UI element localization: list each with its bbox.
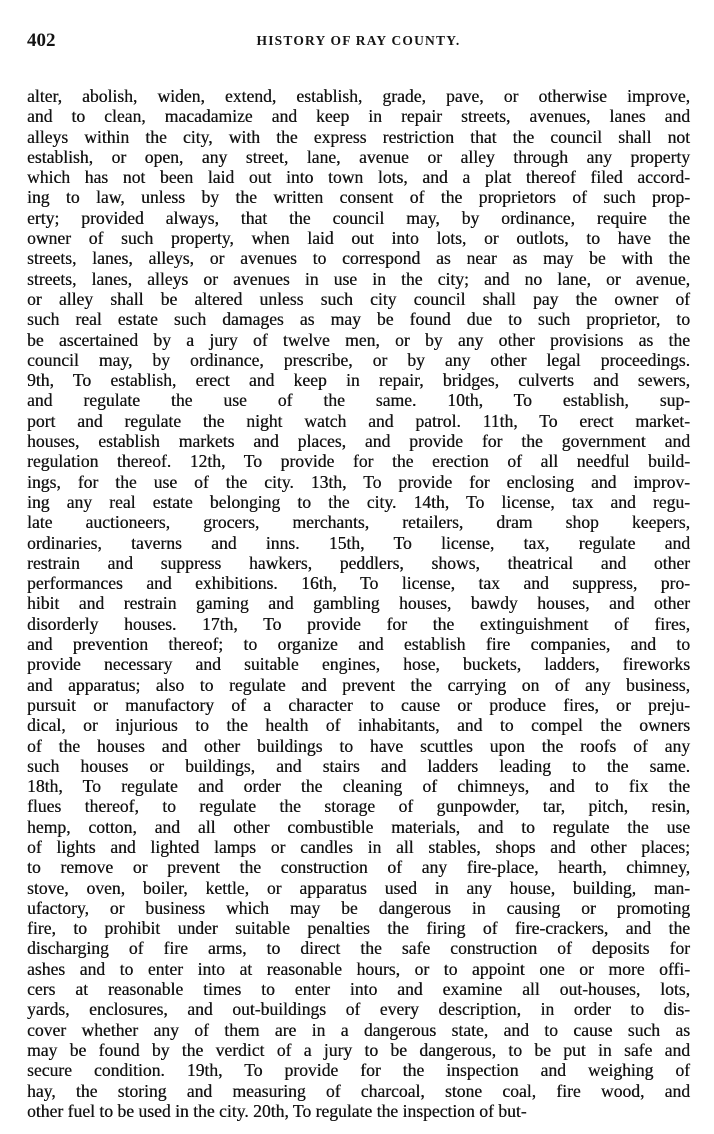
text-line: regulation thereof. 12th, To provide for the erection of all needful build- (27, 451, 690, 472)
text-line: pursuit or manufactory of a character to cause or produce fires, or preju- (27, 694, 690, 715)
text-line: 9th, To establish, erect and keep in repair, bridges, culverts and sewers, (27, 370, 690, 391)
text-line: other fuel to be used in the city. 20th, To regulate the inspection of but- (27, 1100, 527, 1121)
page-header (27, 30, 690, 54)
text-line: provide necessary and suitable engines, hose, buckets, ladders, fireworks (27, 654, 690, 675)
text-line: alleys within the city, with the express restriction that the council shall not (27, 126, 690, 147)
text-line: establish, or open, any street, lane, avenue or alley through any property (27, 146, 690, 167)
text-line: restrain and suppress hawkers, peddlers, shows, theatrical and other (27, 552, 690, 573)
text-line: ashes and to enter into at reasonable hours, or to appoint one or more offi- (27, 958, 690, 979)
text-line: ing to law, unless by the written consent of the proprietors of such prop- (27, 187, 690, 208)
text-line: of the houses and other buildings to have scuttles upon the roofs of any (27, 735, 690, 756)
body-text (27, 86, 690, 1121)
text-line: erty; provided always, that the council may, by ordinance, require the (27, 207, 690, 228)
text-line: owner of such property, when laid out into lots, or outlots, to have the (27, 228, 690, 249)
text-line: ings, for the use of the city. 13th, To provide for enclosing and improv- (27, 471, 690, 492)
text-line: yards, enclosures, and out-buildings of every description, in order to dis- (27, 999, 690, 1020)
text-line: houses, establish markets and places, and provide for the government and (27, 431, 690, 452)
text-line: such real estate such damages as may be found due to such proprietor, to (27, 309, 690, 330)
text-line: late auctioneers, grocers, merchants, retailers, dram shop keepers, (27, 512, 690, 533)
text-line: performances and exhibitions. 16th, To license, tax and suppress, pro- (27, 573, 690, 594)
text-line: ufactory, or business which may be dangerous in causing or promoting (27, 897, 690, 918)
page-number: 402 (27, 30, 56, 51)
text-line: alter, abolish, widen, extend, establish, grade, pave, or otherwise improve, (27, 86, 690, 106)
text-line: such houses or buildings, and stairs and ladders leading to the same. (27, 755, 690, 776)
text-line: to remove or prevent the construction of any fire-place, hearth, chimney, (27, 857, 690, 878)
text-line: and prevention thereof; to organize and establish fire companies, and to (27, 634, 690, 655)
text-line: and to clean, macadamize and keep in repair streets, avenues, lanes and (27, 106, 690, 127)
text-line: stove, oven, boiler, kettle, or apparatus used in any house, building, man- (27, 877, 690, 898)
text-line: streets, lanes, alleys or avenues in use in the city; and no lane, or avenue, (27, 268, 690, 289)
text-line: port and regulate the night watch and patrol. 11th, To erect market- (27, 410, 690, 431)
text-line: cover whether any of them are in a dangerous state, and to cause such as (27, 1019, 690, 1040)
text-line: hay, the storing and measuring of charcoal, stone coal, fire wood, and (27, 1080, 690, 1101)
text-line: which has not been laid out into town lots, and a plat thereof filed accord- (27, 167, 690, 188)
text-line: discharging of fire arms, to direct the safe construction of deposits for (27, 938, 690, 959)
text-line: streets, lanes, alleys, or avenues to correspond as near as may be with the (27, 248, 690, 269)
text-line: 18th, To regulate and order the cleaning of chimneys, and to fix the (27, 776, 690, 797)
text-line: hibit and restrain gaming and gambling houses, bawdy houses, and other (27, 593, 690, 614)
text-line: or alley shall be altered unless such city council shall pay the owner of (27, 288, 690, 309)
text-line: flues thereof, to regulate the storage of gunpowder, tar, pitch, resin, (27, 796, 690, 817)
text-line: and apparatus; also to regulate and prevent the carrying on of any business, (27, 674, 690, 695)
text-line: be ascertained by a jury of twelve men, or by any other provisions as the (27, 329, 690, 350)
text-line: ordinaries, taverns and inns. 15th, To license, tax, regulate and (27, 532, 690, 553)
text-line: hemp, cotton, and all other combustible materials, and to regulate the use (27, 816, 690, 837)
text-line: disorderly houses. 17th, To provide for the extinguishment of fires, (27, 613, 690, 634)
text-line: secure condition. 19th, To provide for the inspection and weighing of (27, 1060, 690, 1081)
running-title: HISTORY OF RAY COUNTY. (256, 33, 461, 48)
text-line: cers at reasonable times to enter into and examine all out-houses, lots, (27, 979, 690, 1000)
text-line: council may, by ordinance, prescribe, or by any other legal proceedings. (27, 349, 690, 370)
text-line: and regulate the use of the same. 10th, To establish, sup- (27, 390, 690, 411)
text-line: ing any real estate belonging to the city. 14th, To license, tax and regu- (27, 491, 690, 512)
text-line: of lights and lighted lamps or candles in all stables, shops and other places; (27, 836, 690, 857)
text-line: fire, to prohibit under suitable penalties the firing of fire-crackers, and the (27, 918, 690, 939)
text-line: may be found by the verdict of a jury to be dangerous, to be put in safe and (27, 1039, 690, 1060)
text-line: dical, or injurious to the health of inhabitants, and to compel the owners (27, 715, 690, 736)
